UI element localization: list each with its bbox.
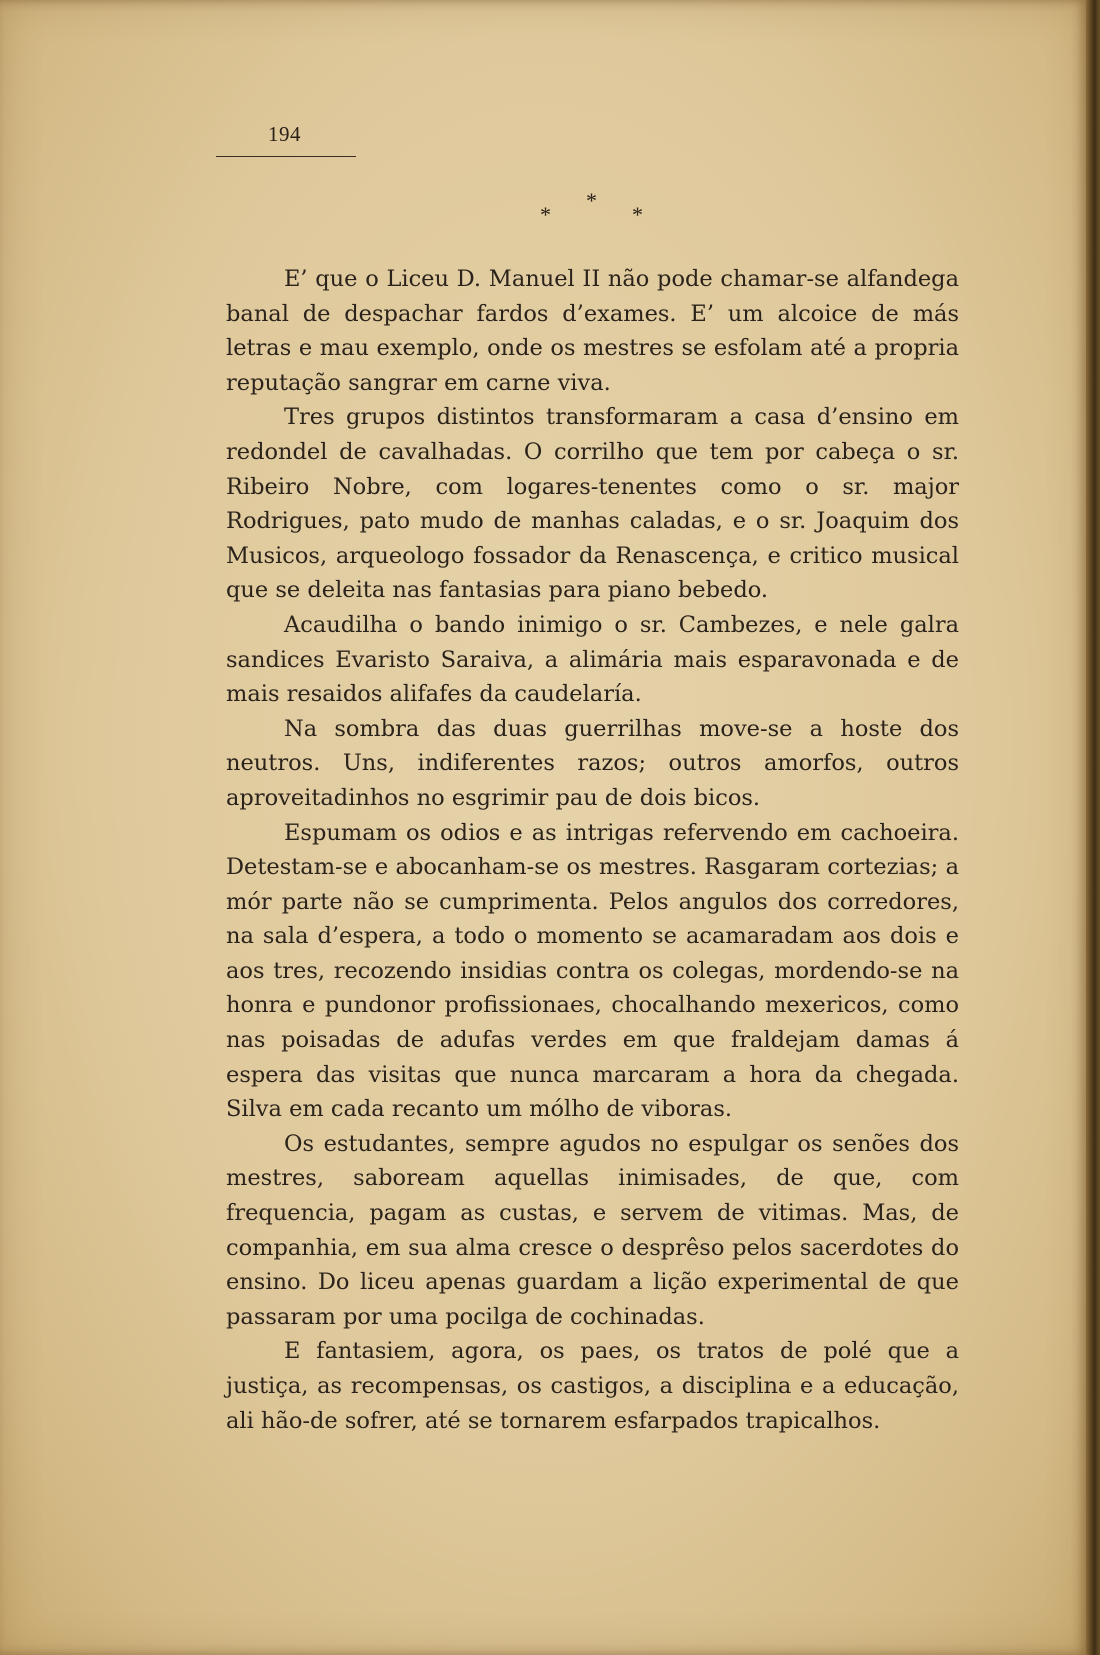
paragraph-1: E’ que o Liceu D. Manuel II não pode chamar-se alfandega banal de despachar fardos d’exames. E’ um alcoice de más letras e mau exemplo, onde os mestres se esfolam até a propria reputação sangrar em carne viva. (226, 266, 959, 396)
paragraph-5: Espumam os odios e as intrigas refervendo em cachoeira. Detestam-se e abocanham-se os mestres. Rasgaram cortezias; a mór parte não se cumprimenta. Pelos angulos dos corredores, na sala d’espera, a todo o momento se acamaradam aos dois e aos tres, recozendo insidias contra os colegas, mordendo-se na honra e pundonor profissionaes, chocalhando mexericos, como nas poisadas de adufas verdes em que fraldejam damas á espera das visitas que nunca marcaram a hora da chegada. Silva em cada recanto um mólho de viboras. (226, 819, 959, 1123)
asterism-star-right: * (632, 202, 643, 227)
paragraph-3: Acaudilha o bando inimigo o sr. Cambezes, e nele galra sandices Evaristo Saraiva, a alimária mais esparavonada e de mais resaidos alifafes da caudelaría. (226, 611, 959, 708)
paragraph-6: Os estudantes, sempre agudos no espulgar os senões dos mestres, saboream aquellas inimisades, de que, com frequencia, pagam as custas, e servem de vitimas. Mas, de companhia, em sua alma cresce o desprêso pelos sacerdotes do ensino. Do liceu apenas guardam a lição experimental de que passaram por uma pocilga de cochinadas. (226, 1130, 959, 1330)
book-edge (1086, 0, 1100, 1655)
header-rule (216, 156, 356, 157)
paragraph-7: E fantasiem, agora, os paes, os tratos de polé que a justiça, as recompensas, os castigos, a disciplina e a educação, ali hão-de sofrer, até se tornarem esfarpados trapicalhos. (226, 1338, 959, 1434)
asterism-star-left: * (540, 202, 551, 227)
body-text (226, 262, 959, 1438)
page-number: 194 (268, 122, 301, 146)
paragraph-4: Na sombra das duas guerrilhas move-se a hoste dos neutros. Uns, indiferentes razos; outros amorfos, outros aproveitadinhos no esgrimir pau de dois bicos. (226, 715, 959, 811)
asterism-star-top: * (586, 188, 597, 213)
paragraph-2: Tres grupos distintos transformaram a casa d’ensino em redondel de cavalhadas. O corrilho que tem por cabeça o sr. Ribeiro Nobre, com logares-tenentes como o sr. major Rodrigues, pato mudo de manhas caladas, e o sr. Joaquim dos Musicos, arqueologo fossador da Renascença, e critico musical que se deleita nas fantasias para piano bebedo. (226, 404, 959, 604)
section-asterism (540, 188, 650, 228)
